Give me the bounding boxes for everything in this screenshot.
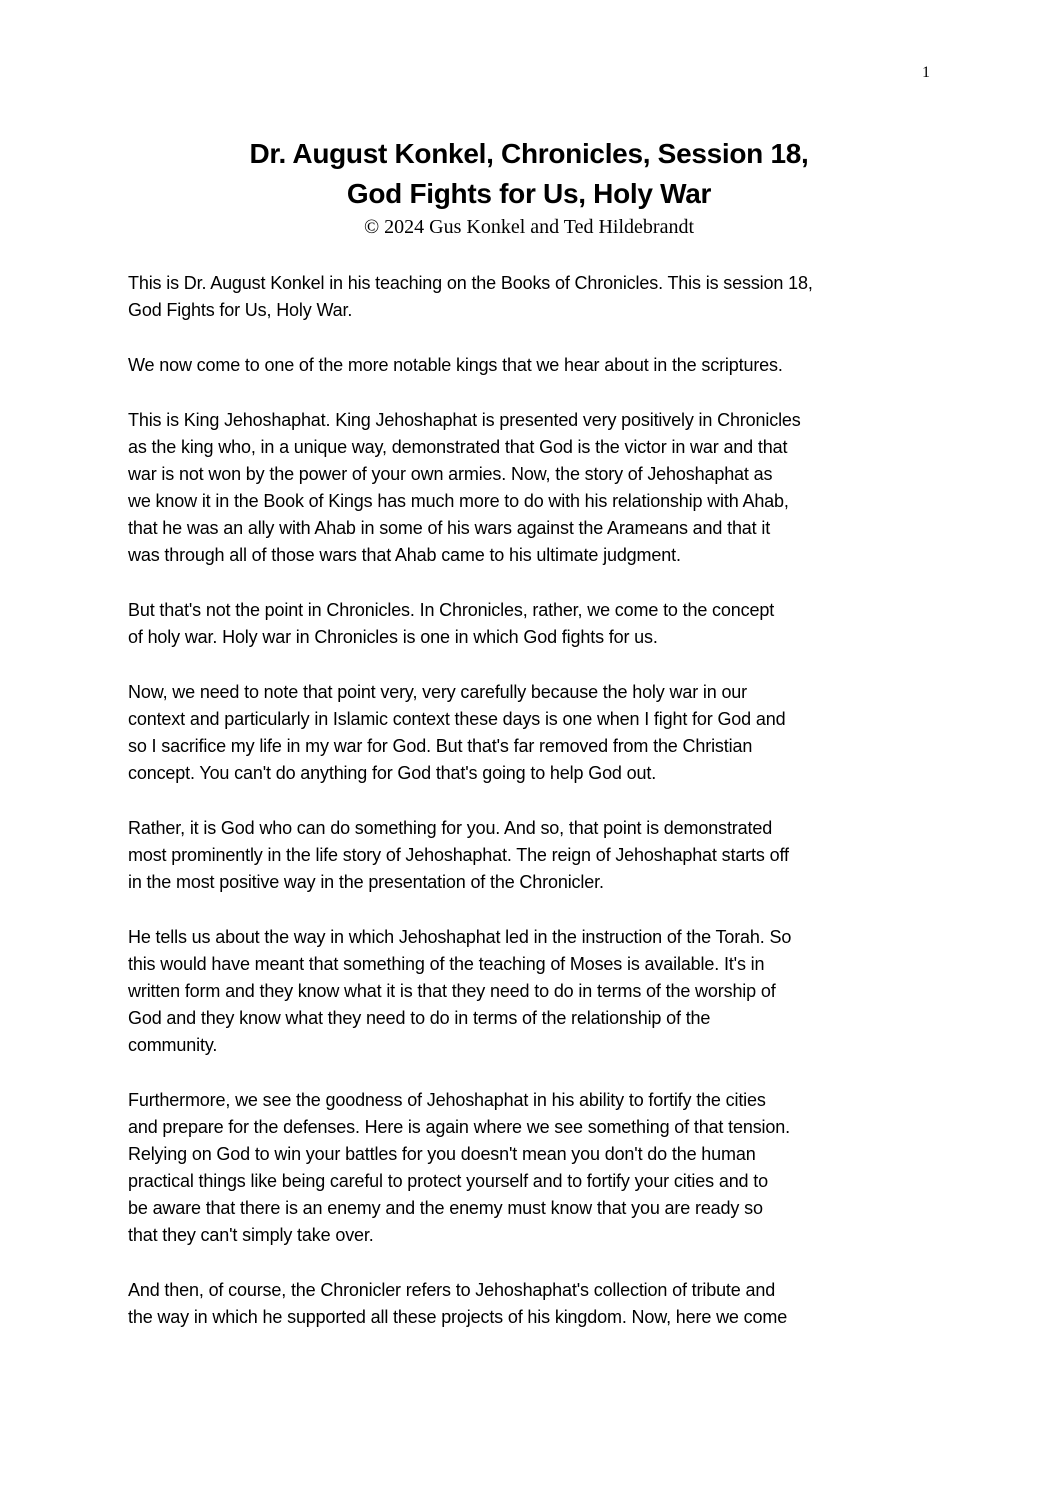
paragraph [128, 679, 948, 787]
document-body [128, 270, 948, 1359]
text-line: that they can't simply take over. [128, 1225, 374, 1245]
text-line: written form and they know what it is that they need to do in terms of the worship of [128, 981, 776, 1001]
text-line: God and they know what they need to do in terms of the relationship of the [128, 1008, 711, 1028]
text-line: We now come to one of the more notable kings that we hear about in the scriptures. [128, 355, 783, 375]
text-line: And then, of course, the Chronicler refers to Jehoshaphat's collection of tribute and [128, 1280, 776, 1300]
text-line: This is King Jehoshaphat. King Jehoshaphat is presented very positively in Chronicles [128, 410, 801, 430]
text-line: was through all of those wars that Ahab came to his ultimate judgment. [128, 545, 681, 565]
title-line: God Fights for Us, Holy War [346, 178, 712, 209]
text-line: Furthermore, we see the goodness of Jehoshaphat in his ability to fortify the cities [128, 1090, 766, 1110]
paragraph [128, 924, 948, 1059]
text-line: Rather, it is God who can do something for you. And so, that point is demonstrated [128, 818, 773, 838]
text-line: practical things like being careful to protect yourself and to fortify your cities and to [128, 1171, 768, 1191]
text-line: But that's not the point in Chronicles. In Chronicles, rather, we come to the concept [128, 600, 775, 620]
paragraph [128, 815, 948, 896]
text-line: of holy war. Holy war in Chronicles is one in which God fights for us. [128, 627, 658, 647]
paragraph [128, 597, 948, 651]
text-line: most prominently in the life story of Jehoshaphat. The reign of Jehoshaphat starts off [128, 845, 789, 865]
copyright: © 2024 Gus Konkel and Ted Hildebrandt [363, 216, 695, 238]
paragraph [128, 1087, 948, 1249]
text-line: the way in which he supported all these projects of his kingdom. Now, here we come [128, 1307, 788, 1327]
paragraph [128, 270, 948, 324]
text-line: God Fights for Us, Holy War. [128, 300, 353, 320]
text-line: so I sacrifice my life in my war for God. But that's far removed from the Christian [128, 736, 753, 756]
text-line: that he was an ally with Ahab in some of his wars against the Arameans and that it [128, 518, 771, 538]
text-line: this would have meant that something of the teaching of Moses is available. It's in [128, 954, 765, 974]
text-line: This is Dr. August Konkel in his teaching on the Books of Chronicles. This is session 18, [128, 273, 813, 293]
paragraph [128, 352, 948, 379]
page-number: 1 [922, 64, 930, 81]
paragraph [128, 407, 948, 569]
text-line: and prepare for the defenses. Here is again where we see something of that tension. [128, 1117, 790, 1137]
text-line: context and particularly in Islamic context these days is one when I fight for God and [128, 709, 786, 729]
text-line: He tells us about the way in which Jehoshaphat led in the instruction of the Torah. So [128, 927, 792, 947]
text-line: war is not won by the power of your own armies. Now, the story of Jehoshaphat as [128, 464, 773, 484]
text-line: in the most positive way in the presentation of the Chronicler. [128, 872, 604, 892]
paragraph [128, 1277, 948, 1331]
text-line: as the king who, in a unique way, demonstrated that God is the victor in war and that [128, 437, 788, 457]
text-line: we know it in the Book of Kings has much more to do with his relationship with Ahab, [128, 491, 789, 511]
text-line: community. [128, 1035, 218, 1055]
text-line: Now, we need to note that point very, very carefully because the holy war in our [128, 682, 748, 702]
document-title [0, 134, 1058, 214]
text-line: concept. You can't do anything for God that's going to help God out. [128, 763, 657, 783]
text-line: be aware that there is an enemy and the enemy must know that you are ready so [128, 1198, 763, 1218]
title-line: Dr. August Konkel, Chronicles, Session 18, [249, 138, 809, 169]
text-line: Relying on God to win your battles for you doesn't mean you don't do the human [128, 1144, 756, 1164]
